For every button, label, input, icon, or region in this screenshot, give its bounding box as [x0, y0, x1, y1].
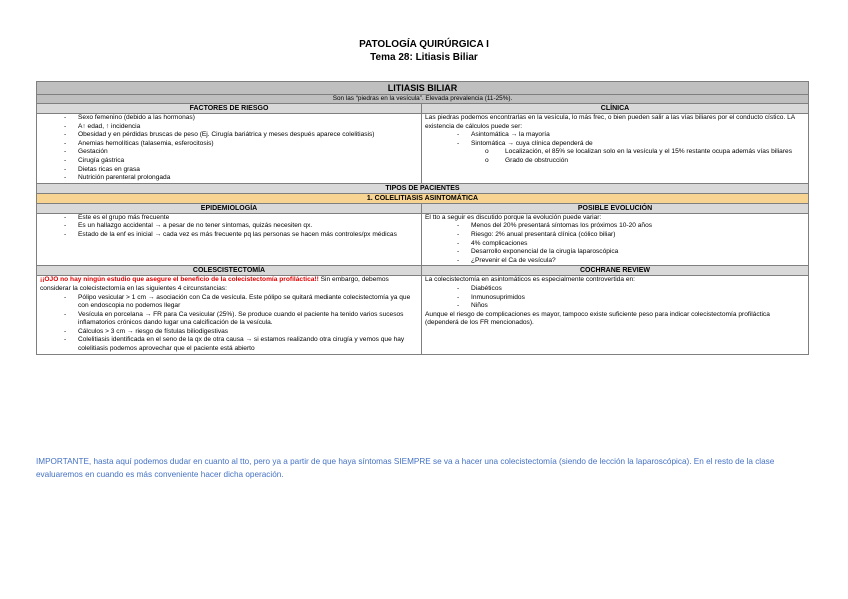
- list-item: - Sexo femenino (debido a las hormonas): [40, 114, 418, 123]
- evolucion-intro: El tto a seguir es discutido porque la evolución puede variar:: [425, 213, 602, 221]
- list-item: - A↑ edad, ↑ incidencia: [40, 123, 418, 132]
- colecistectomia-header: COLESCISTECTOMÍA: [37, 266, 422, 276]
- evolucion-cell: [422, 213, 809, 266]
- list-item: - ¿Prevenir el Ca de vesícula?: [425, 257, 805, 266]
- list-item: - Pólipo vesicular > 1 cm → asociación con Ca de vesícula. Este pólipo se quitará mediante colecistectomía ya que con endoscopia no podemos llegar: [40, 294, 418, 311]
- list-item: - Desarrollo exponencial de la cirugía laparoscópica: [425, 248, 805, 257]
- list-item: - Asintomática → la mayoría: [425, 131, 805, 140]
- cochrane-intro: La colecistectomía en asintomáticos es especialmente controvertida en:: [425, 276, 636, 284]
- evolucion-header: POSIBLE EVOLUCIÓN: [422, 203, 809, 213]
- important-note: IMPORTANTE, hasta aquí podemos dudar en cuanto al tto, pero ya a partir de que haya síntomas SIEMPRE se va a hacer una colecistectomía (siendo de lección la laparoscópica). En el resto de la clase evaluaremos en cuando es más conveniente hacer dicha operación.: [36, 457, 775, 479]
- factores-header: FACTORES DE RIESGO: [37, 104, 422, 114]
- colecistectomia-list: [40, 294, 418, 354]
- list-item: - Diabéticos: [425, 285, 805, 294]
- colecistectomia-intro: [40, 276, 418, 293]
- list-item: - 4% complicaciones: [425, 240, 805, 249]
- list-item: - Inmunosuprimidos: [425, 294, 805, 303]
- list-item: - Nutrición parenteral prolongada: [40, 174, 418, 183]
- list-item: - Niños: [425, 302, 805, 311]
- warning-text: ¡¡OJO no hay ningún estudio que asegure el beneficio de la colecistectomía profiláctica!!: [40, 276, 319, 284]
- epidemiologia-header: EPIDEMIOLOGÍA: [37, 203, 422, 213]
- clinica-cell: [422, 114, 809, 184]
- list-item: - Sintomática → cuya clínica dependerá de: [425, 140, 805, 149]
- factores-cell: [37, 114, 422, 184]
- document-subtitle: Tema 28: Litiasis Biliar: [370, 52, 478, 63]
- litiasis-table: [36, 81, 809, 355]
- list-item: - Cálculos > 3 cm → riesgo de fístulas biliodigestivas: [40, 328, 418, 337]
- list-item: - Anemias hemolíticas (talasemia, esferocitosis): [40, 140, 418, 149]
- tipos-header: TIPOS DE PACIENTES: [37, 183, 809, 193]
- cochrane-outro: Aunque el riesgo de complicaciones es mayor, tampoco existe suficiente peso para indicar colecistectomía profiláctica (dependerá de los FR mencionados).: [425, 310, 770, 327]
- list-item: - Menos del 20% presentará síntomas los próximos 10-20 años: [425, 222, 805, 231]
- list-item: - Es un hallazgo accidental → a pesar de no tener síntomas, quizás necesiten qx.: [40, 222, 418, 231]
- list-item: - Riesgo: 2% anual presentará clínica (cólico biliar): [425, 231, 805, 240]
- list-item: - Colelitiasis identificada en el seno de la qx de otra causa → si estamos realizando otra cirugía y vemos que hay colelitiasis podemos aprovechar que el paciente está abierto: [40, 336, 418, 353]
- cochrane-header: COCHRANE REVIEW: [422, 266, 809, 276]
- table-subtitle: Son las “piedras en la vesícula”. Elevada prevalencia (11-25%).: [37, 95, 809, 104]
- list-item: - Gestación: [40, 148, 418, 157]
- clinica-list: [425, 131, 805, 165]
- list-item: - Este es el grupo más frecuente: [40, 214, 418, 223]
- factores-list: [40, 114, 418, 183]
- clinica-intro: Las piedras podemos encontrarlas en la vesícula, lo más frec, o bien pueden salir a las vías biliares por el conducto cístico. LA existencia de cálculos puede ser:: [425, 114, 795, 130]
- list-subitem: o Grado de obstrucción: [425, 157, 805, 166]
- evolucion-list: [425, 222, 805, 265]
- epidemiologia-cell: [37, 213, 422, 266]
- table-title: LITIASIS BILIAR: [37, 82, 809, 95]
- document-title: PATOLOGÍA QUIRÚRGICA I: [359, 39, 489, 50]
- epidemiologia-list: [40, 214, 418, 240]
- colecistectomia-intro-text: Sin embargo, debemos considerar la colecistectomía en las siguientes 4 circunstancias:: [40, 276, 389, 292]
- list-item: - Cirugía gástrica: [40, 157, 418, 166]
- list-subitem: o Localización, el 85% se localizan solo en la vesícula y el 15% restante ocupa además vías biliares: [425, 148, 805, 157]
- list-item: - Dietas ricas en grasa: [40, 166, 418, 175]
- list-item: - Estado de la enf es inicial → cada vez es más frecuente pq las personas se hacen más controles/px médicas: [40, 231, 418, 240]
- colelitiasis-header: 1. COLELITIASIS ASINTOMÁTICA: [37, 193, 809, 203]
- colecistectomia-cell: [37, 276, 422, 354]
- list-item: - Obesidad y en pérdidas bruscas de peso (Ej. Cirugía bariátrica y meses después aparece colelitiasis): [40, 131, 418, 140]
- cochrane-cell: [422, 276, 809, 354]
- cochrane-list: [425, 285, 805, 311]
- list-item: - Vesícula en porcelana → FR para Ca vesicular (25%). Se produce cuando el paciente ha tenido varios sucesos inflamatorios crónicos dando lugar una calcificación de la vesícula.: [40, 311, 418, 328]
- clinica-header: CLÍNICA: [422, 104, 809, 114]
